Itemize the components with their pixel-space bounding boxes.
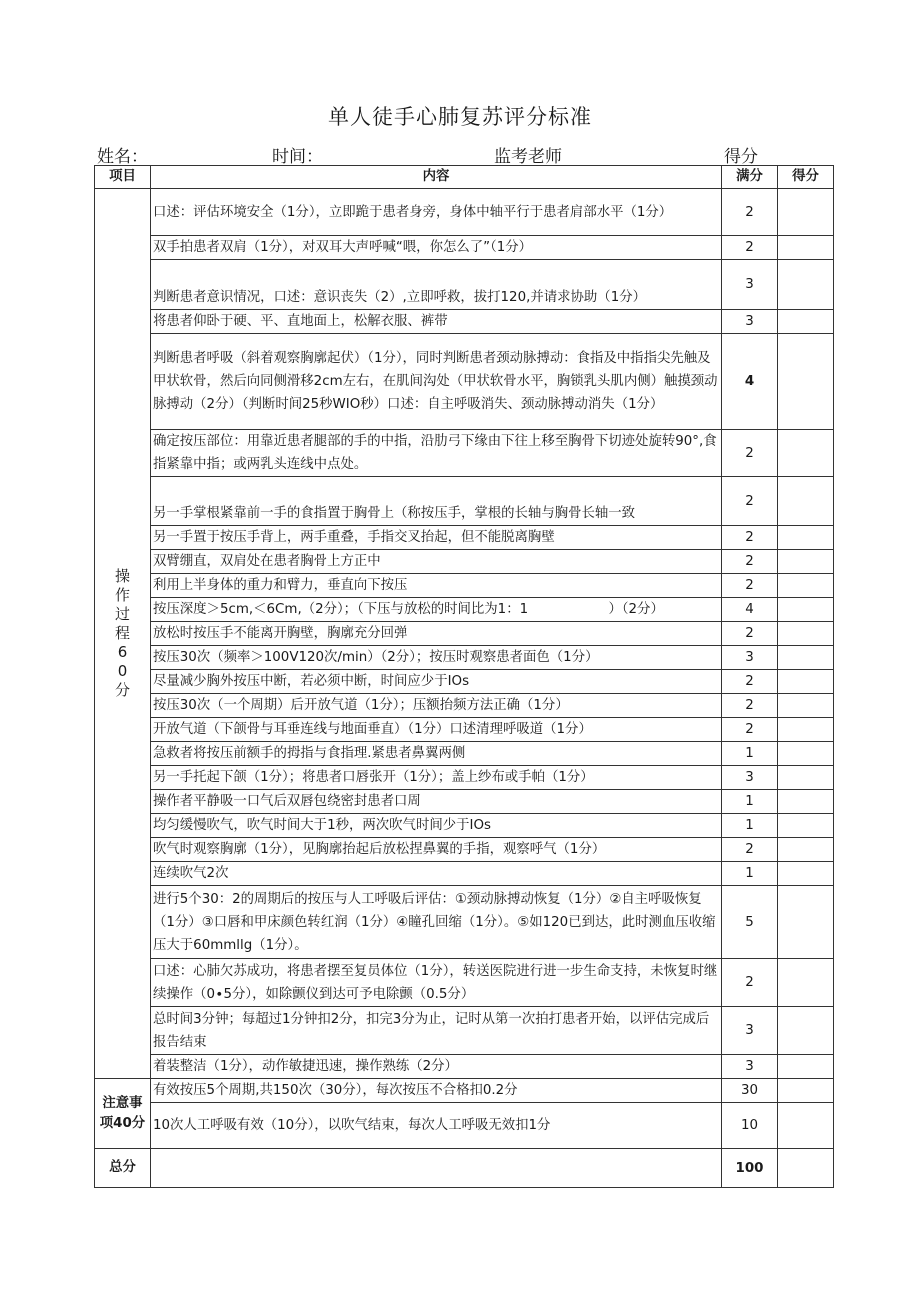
row-content: 确定按压部位：用靠近患者腿部的手的中指，沿肋弓下缘由下往上移至胸骨下切迹处旋转90°,食指紧靠中指；或两乳头连线中点处。: [151, 430, 722, 477]
total-got-score[interactable]: [778, 1149, 834, 1188]
row-got-score[interactable]: [778, 260, 834, 310]
table-row: [95, 477, 834, 526]
row-full-score: 3: [722, 310, 778, 334]
row-full-score: 2: [722, 838, 778, 862]
row-full-score: 3: [722, 646, 778, 670]
row-content: 按压30次（频率＞100V120次/min）（2分）；按压时观察患者面色（1分）: [151, 646, 722, 670]
table-row: [95, 790, 834, 814]
row-full-score: 2: [722, 718, 778, 742]
time-label: 时间：: [272, 147, 323, 167]
table-row: [95, 1055, 834, 1079]
row-content: 将患者仰卧于硬、平、直地面上，松解衣服、裤带: [151, 310, 722, 334]
row-full-score: 2: [722, 622, 778, 646]
row-full-score: 2: [722, 477, 778, 526]
row-got-score[interactable]: [778, 838, 834, 862]
row-got-score[interactable]: [778, 574, 834, 598]
row-content: 操作者平静吸一口气后双唇包绕密封患者口周: [151, 790, 722, 814]
table-row: [95, 189, 834, 236]
table-row: [95, 236, 834, 260]
row-got-score[interactable]: [778, 766, 834, 790]
row-full-score: 10: [722, 1103, 778, 1149]
row-full-score: 3: [722, 1007, 778, 1055]
table-row: [95, 766, 834, 790]
total-row: [95, 1149, 834, 1188]
supervisor-label: 监考老师: [494, 147, 562, 167]
header-full-score: 满分: [722, 166, 778, 189]
row-full-score: 5: [722, 886, 778, 959]
row-full-score: 2: [722, 430, 778, 477]
row-got-score[interactable]: [778, 550, 834, 574]
total-content: [151, 1149, 722, 1188]
header-content: 内容: [151, 166, 722, 189]
scoring-table: [94, 165, 834, 1188]
table-row: [95, 1103, 834, 1149]
row-got-score[interactable]: [778, 1007, 834, 1055]
total-label: 总分: [95, 1149, 151, 1188]
table-row: [95, 430, 834, 477]
table-body: [95, 189, 834, 1188]
row-content: 连续吹气2次: [151, 862, 722, 886]
row-got-score[interactable]: [778, 477, 834, 526]
row-full-score: 4: [722, 598, 778, 622]
row-got-score[interactable]: [778, 1079, 834, 1103]
row-got-score[interactable]: [778, 742, 834, 766]
table-row: [95, 694, 834, 718]
row-content: 另一手掌根紧靠前一手的食指置于胸骨上（称按压手，掌根的长轴与胸骨长轴一致: [151, 477, 722, 526]
page-title: 单人徒手心肺复苏评分标准: [328, 105, 592, 129]
row-content: 双臂绷直，双肩处在患者胸骨上方正中: [151, 550, 722, 574]
header-item: 项目: [95, 166, 151, 189]
row-got-score[interactable]: [778, 694, 834, 718]
row-got-score[interactable]: [778, 310, 834, 334]
table-row: [95, 959, 834, 1007]
row-content: 着装整洁（1分），动作敏捷迅速，操作熟练（2分）: [151, 1055, 722, 1079]
row-full-score: 1: [722, 814, 778, 838]
row-full-score: 2: [722, 574, 778, 598]
row-full-score: 1: [722, 742, 778, 766]
total-full-score: 100: [722, 1149, 778, 1188]
row-full-score: 2: [722, 959, 778, 1007]
score-label: 得分: [724, 147, 758, 167]
row-full-score: 3: [722, 1055, 778, 1079]
row-got-score[interactable]: [778, 430, 834, 477]
row-content: 总时间3分钟；每超过1分钟扣2分，扣完3分为止，记时从第一次拍打患者开始，以评估完成后报告结束: [151, 1007, 722, 1055]
row-content: 利用上半身体的重力和臂力，垂直向下按压: [151, 574, 722, 598]
row-content: 进行5个30：2的周期后的按压与人工呼吸后评估：①颈动脉搏动恢复（1分）②自主呼吸恢复（1分）③口唇和甲床颜色转红润（1分）④瞳孔回缩（1分）。⑤如120已到达，此时测血压收缩压大于60mmllg（1分）。: [151, 886, 722, 959]
row-content: 口述：心肺欠苏成功，将患者摆至复员体位（1分），转送医院进行进一步生命支持，未恢复时继续操作（0∙5分），如除颤仪到达可予电除颤（0.5分）: [151, 959, 722, 1007]
table-row: [95, 670, 834, 694]
row-got-score[interactable]: [778, 959, 834, 1007]
row-got-score[interactable]: [778, 718, 834, 742]
row-full-score: 1: [722, 862, 778, 886]
row-got-score[interactable]: [778, 814, 834, 838]
row-got-score[interactable]: [778, 886, 834, 959]
row-got-score[interactable]: [778, 189, 834, 236]
row-content: 口述：评估环境安全（1分），立即跪于患者身旁，身体中轴平行于患者肩部水平（1分）: [151, 189, 722, 236]
table-row: [95, 862, 834, 886]
table-row: [95, 310, 834, 334]
row-content: 另一手托起下颌（1分）；将患者口唇张开（1分）；盖上纱布或手帕（1分）: [151, 766, 722, 790]
row-got-score[interactable]: [778, 790, 834, 814]
row-content: 按压30次（一个周期）后开放气道（1分）；压额抬频方法正确（1分）: [151, 694, 722, 718]
table-row: [95, 334, 834, 430]
table-row: [95, 622, 834, 646]
row-content: 均匀缓慢吹气，吹气时间大于1秒，两次吹气时间少于IOs: [151, 814, 722, 838]
category-process-label: 操作过程60分: [114, 567, 130, 699]
row-content: 开放气道（下颌骨与耳垂连线与地面垂直）（1分）口述清理呼吸道（1分）: [151, 718, 722, 742]
table-header-row: [95, 166, 834, 189]
row-got-score[interactable]: [778, 862, 834, 886]
table-row: [95, 574, 834, 598]
category-process: [95, 189, 151, 1079]
table-row: [95, 718, 834, 742]
header-got-score: 得分: [778, 166, 834, 189]
row-full-score: 4: [722, 334, 778, 430]
table-row: [95, 260, 834, 310]
table-row: [95, 526, 834, 550]
table-row: [95, 1079, 834, 1103]
table-row: [95, 598, 834, 622]
table-row: [95, 550, 834, 574]
row-full-score: 2: [722, 236, 778, 260]
table-row: [95, 838, 834, 862]
row-got-score[interactable]: [778, 334, 834, 430]
row-content: 吹气时观察胸廓（1分），见胸廓抬起后放松捏鼻翼的手指，观察呼气（1分）: [151, 838, 722, 862]
row-full-score: 3: [722, 260, 778, 310]
row-content: 有效按压5个周期,共150次（30分），每次按压不合格扣0.2分: [151, 1079, 722, 1103]
row-got-score[interactable]: [778, 1103, 834, 1149]
category-notes: 注意事项40分: [95, 1079, 151, 1149]
table-row: [95, 1007, 834, 1055]
row-content: 判断患者呼吸（斜着观察胸廓起伏）（1分），同时判断患者颈动脉搏动：食指及中指指尖先触及甲状软骨，然后向同侧滑移2cm左右，在肌间沟处（甲状软骨水平，胸锁乳头肌内侧）触摸颈动脉搏动（2分）（判断时间25秒WIO秒）口述：自主呼吸消失、颈动脉搏动消失（1分）: [151, 334, 722, 430]
row-content: 判断患者意识情况，口述：意识丧失（2）,立即呼救，拔打120,并请求协助（1分）: [151, 260, 722, 310]
row-full-score: 2: [722, 550, 778, 574]
name-label: 姓名：: [97, 147, 148, 167]
row-content: 双手拍患者双肩（1分），对双耳大声呼喊“喂，你怎么了”（1分）: [151, 236, 722, 260]
row-full-score: 3: [722, 766, 778, 790]
row-full-score: 1: [722, 790, 778, 814]
table-row: [95, 742, 834, 766]
row-full-score: 2: [722, 694, 778, 718]
row-got-score[interactable]: [778, 1055, 834, 1079]
row-content: 10次人工呼吸有效（10分），以吹气结束，每次人工呼吸无效扣1分: [151, 1103, 722, 1149]
row-got-score[interactable]: [778, 236, 834, 260]
row-content: 放松时按压手不能离开胸壁，胸廓充分回弹: [151, 622, 722, 646]
table-row: [95, 886, 834, 959]
row-full-score: 2: [722, 526, 778, 550]
row-got-score[interactable]: [778, 526, 834, 550]
row-full-score: 2: [722, 670, 778, 694]
row-full-score: 2: [722, 189, 778, 236]
row-full-score: 30: [722, 1079, 778, 1103]
row-content: 另一手置于按压手背上，两手重叠，手指交叉抬起，但不能脱离胸壁: [151, 526, 722, 550]
table-row: [95, 814, 834, 838]
row-content: 按压深度＞5cm,＜6Cm,（2分）；（下压与放松的时间比为1：1 ）（2分）: [151, 598, 722, 622]
row-content: 急救者将按压前额手的拇指与食指理.紧患者鼻翼两侧: [151, 742, 722, 766]
row-got-score[interactable]: [778, 670, 834, 694]
table-row: [95, 646, 834, 670]
row-got-score[interactable]: [778, 646, 834, 670]
row-content: 尽量减少胸外按压中断，若必须中断，时间应少于IOs: [151, 670, 722, 694]
row-got-score[interactable]: [778, 598, 834, 622]
row-got-score[interactable]: [778, 622, 834, 646]
